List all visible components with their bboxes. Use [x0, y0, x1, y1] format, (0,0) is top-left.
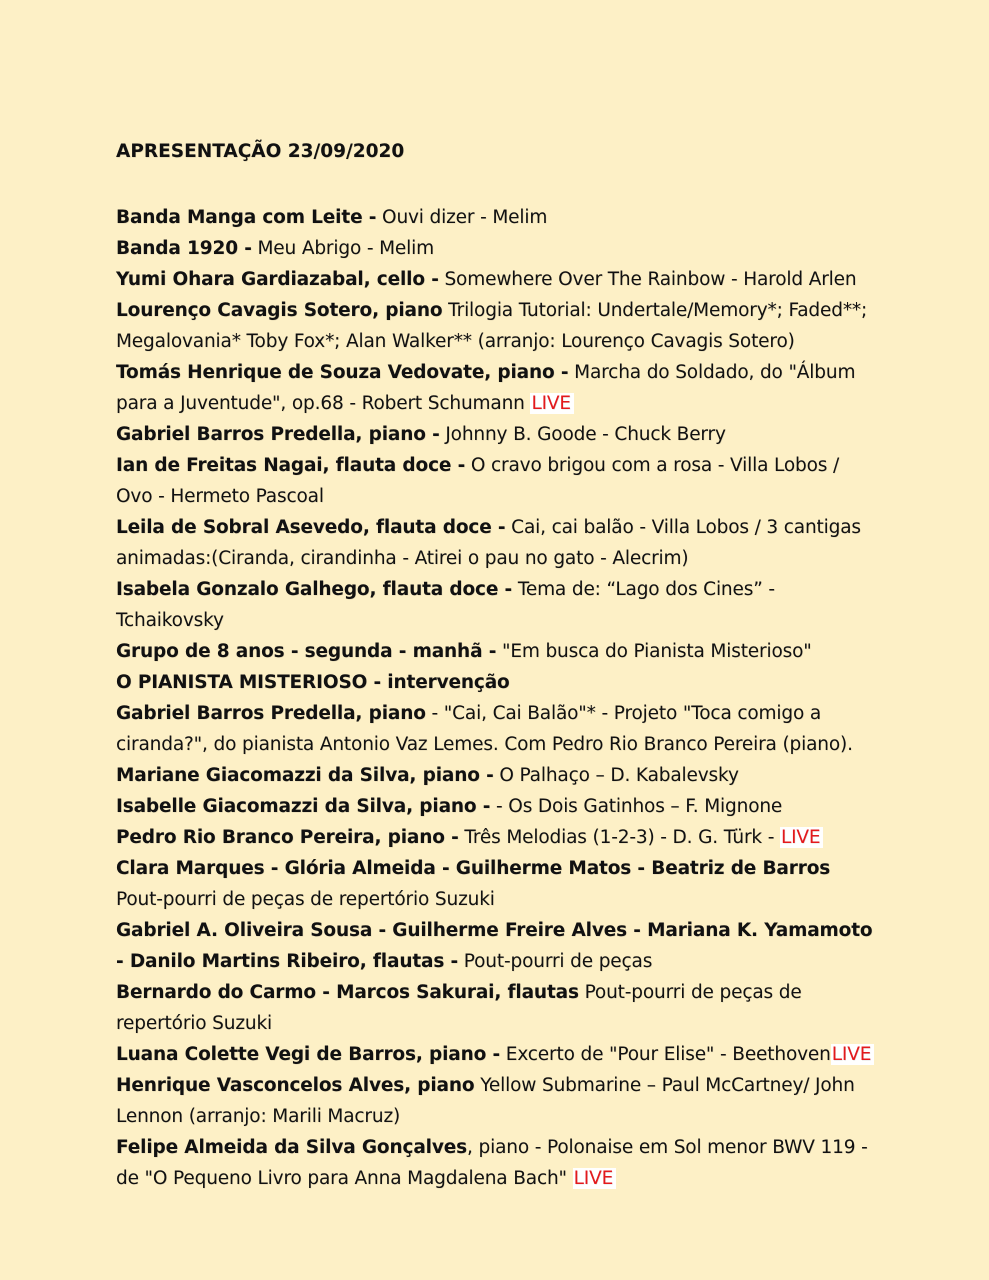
- live-tag: LIVE: [573, 1168, 617, 1189]
- performer: Isabelle Giacomazzi da Silva, piano -: [116, 796, 491, 817]
- piece: Tema de: “Lago dos Cines” - Tchaikovsky: [116, 579, 775, 631]
- piece: Pout-pourri de peças de repertório Suzuki: [116, 982, 802, 1034]
- piece: - "Cai, Cai Balão"* - Projeto "Toca comigo a ciranda?", do pianista Antonio Vaz Lemes. Com Pedro Rio Branco Pereira (piano).: [116, 703, 853, 755]
- program-entry: [116, 822, 876, 853]
- program-entry: [116, 574, 876, 636]
- piece: Johnny B. Goode - Chuck Berry: [439, 424, 726, 445]
- live-tag: LIVE: [780, 827, 824, 848]
- program-entry: [116, 264, 876, 295]
- document-page: [116, 140, 876, 1194]
- piece: Pout-pourri de peças: [458, 951, 653, 972]
- program-entry: [116, 791, 876, 822]
- piece: Marcha do Soldado, do "Álbum para a Juventude", op.68 - Robert Schumann: [116, 362, 856, 414]
- performer: Luana Colette Vegi de Barros, piano -: [116, 1044, 501, 1065]
- performer: Gabriel Barros Predella, piano: [116, 703, 426, 724]
- piece: Ouvi dizer - Melim: [376, 207, 548, 228]
- performer: Henrique Vasconcelos Alves, piano: [116, 1075, 475, 1096]
- piece: O Palhaço – D. Kabalevsky: [493, 765, 739, 786]
- performer: Lourenço Cavagis Sotero, piano: [116, 300, 443, 321]
- program-entry: [116, 760, 876, 791]
- page-title: APRESENTAÇÃO 23/09/2020: [116, 141, 405, 162]
- performer: Banda 1920 -: [116, 238, 252, 259]
- program-entry: [116, 202, 876, 233]
- program-entry: [116, 1132, 876, 1194]
- program-entry: [116, 853, 876, 915]
- live-tag: LIVE: [530, 393, 574, 414]
- program-list: [116, 202, 876, 1194]
- program-entry: [116, 915, 876, 977]
- piece: Pout-pourri de peças de repertório Suzuki: [116, 889, 495, 910]
- program-entry: [116, 1070, 876, 1132]
- performer: Ian de Freitas Nagai, flauta doce -: [116, 455, 466, 476]
- performer: Felipe Almeida da Silva Gonçalves: [116, 1137, 468, 1158]
- performer: Gabriel Barros Predella, piano -: [116, 424, 440, 445]
- performer: Gabriel A. Oliveira Sousa - Guilherme Freire Alves - Mariana K. Yamamoto - Danilo Martins Ribeiro, flautas -: [116, 920, 873, 972]
- program-entry: [116, 636, 876, 667]
- performer: Banda Manga com Leite -: [116, 207, 377, 228]
- program-entry: [116, 512, 876, 574]
- program-entry: [116, 233, 876, 264]
- program-entry: [116, 450, 876, 512]
- piece: Trilogia Tutorial: Undertale/Memory*; Faded**; Megalovania* Toby Fox*; Alan Walker** (arranjo: Lourenço Cavagis Sotero): [116, 300, 868, 352]
- program-entry: [116, 1039, 876, 1070]
- performer: Yumi Ohara Gardiazabal, cello -: [116, 269, 439, 290]
- piece: Meu Abrigo - Melim: [251, 238, 435, 259]
- live-tag: LIVE: [831, 1044, 875, 1065]
- piece: Três Melodias (1-2-3) - D. G. Türk -: [458, 827, 780, 848]
- performer: Leila de Sobral Asevedo, flauta doce -: [116, 517, 506, 538]
- piece: Cai, cai balão - Villa Lobos / 3 cantigas animadas:(Ciranda, cirandinha - Atirei o pau no gato - Alecrim): [116, 517, 861, 569]
- program-entry: [116, 357, 876, 419]
- program-entry: [116, 977, 876, 1039]
- piece: Somewhere Over The Rainbow - Harold Arlen: [438, 269, 857, 290]
- piece: Excerto de "Pour Elise" - Beethoven: [500, 1044, 831, 1065]
- piece: O cravo brigou com a rosa - Villa Lobos / Ovo - Hermeto Pascoal: [116, 455, 840, 507]
- performer: O PIANISTA MISTERIOSO - intervenção: [116, 672, 510, 693]
- performer: Pedro Rio Branco Pereira, piano -: [116, 827, 459, 848]
- program-entry: [116, 698, 876, 760]
- performer: Mariane Giacomazzi da Silva, piano -: [116, 765, 494, 786]
- program-entry: [116, 295, 876, 357]
- performer: Tomás Henrique de Souza Vedovate, piano -: [116, 362, 569, 383]
- piece: "Em busca do Pianista Misterioso": [496, 641, 812, 662]
- performer: Bernardo do Carmo - Marcos Sakurai, flautas: [116, 982, 579, 1003]
- program-entry: [116, 419, 876, 450]
- piece: Yellow Submarine – Paul McCartney/ John Lennon (arranjo: Marili Macruz): [116, 1075, 855, 1127]
- piece: , piano - Polonaise em Sol menor BWV 119 - de "O Pequeno Livro para Anna Magdalena Bach": [116, 1137, 868, 1189]
- performer: Isabela Gonzalo Galhego, flauta doce -: [116, 579, 513, 600]
- program-entry: [116, 667, 876, 698]
- piece: - Os Dois Gatinhos – F. Mignone: [490, 796, 783, 817]
- performer: Clara Marques - Glória Almeida - Guilherme Matos - Beatriz de Barros: [116, 858, 831, 879]
- performer: Grupo de 8 anos - segunda - manhã -: [116, 641, 497, 662]
